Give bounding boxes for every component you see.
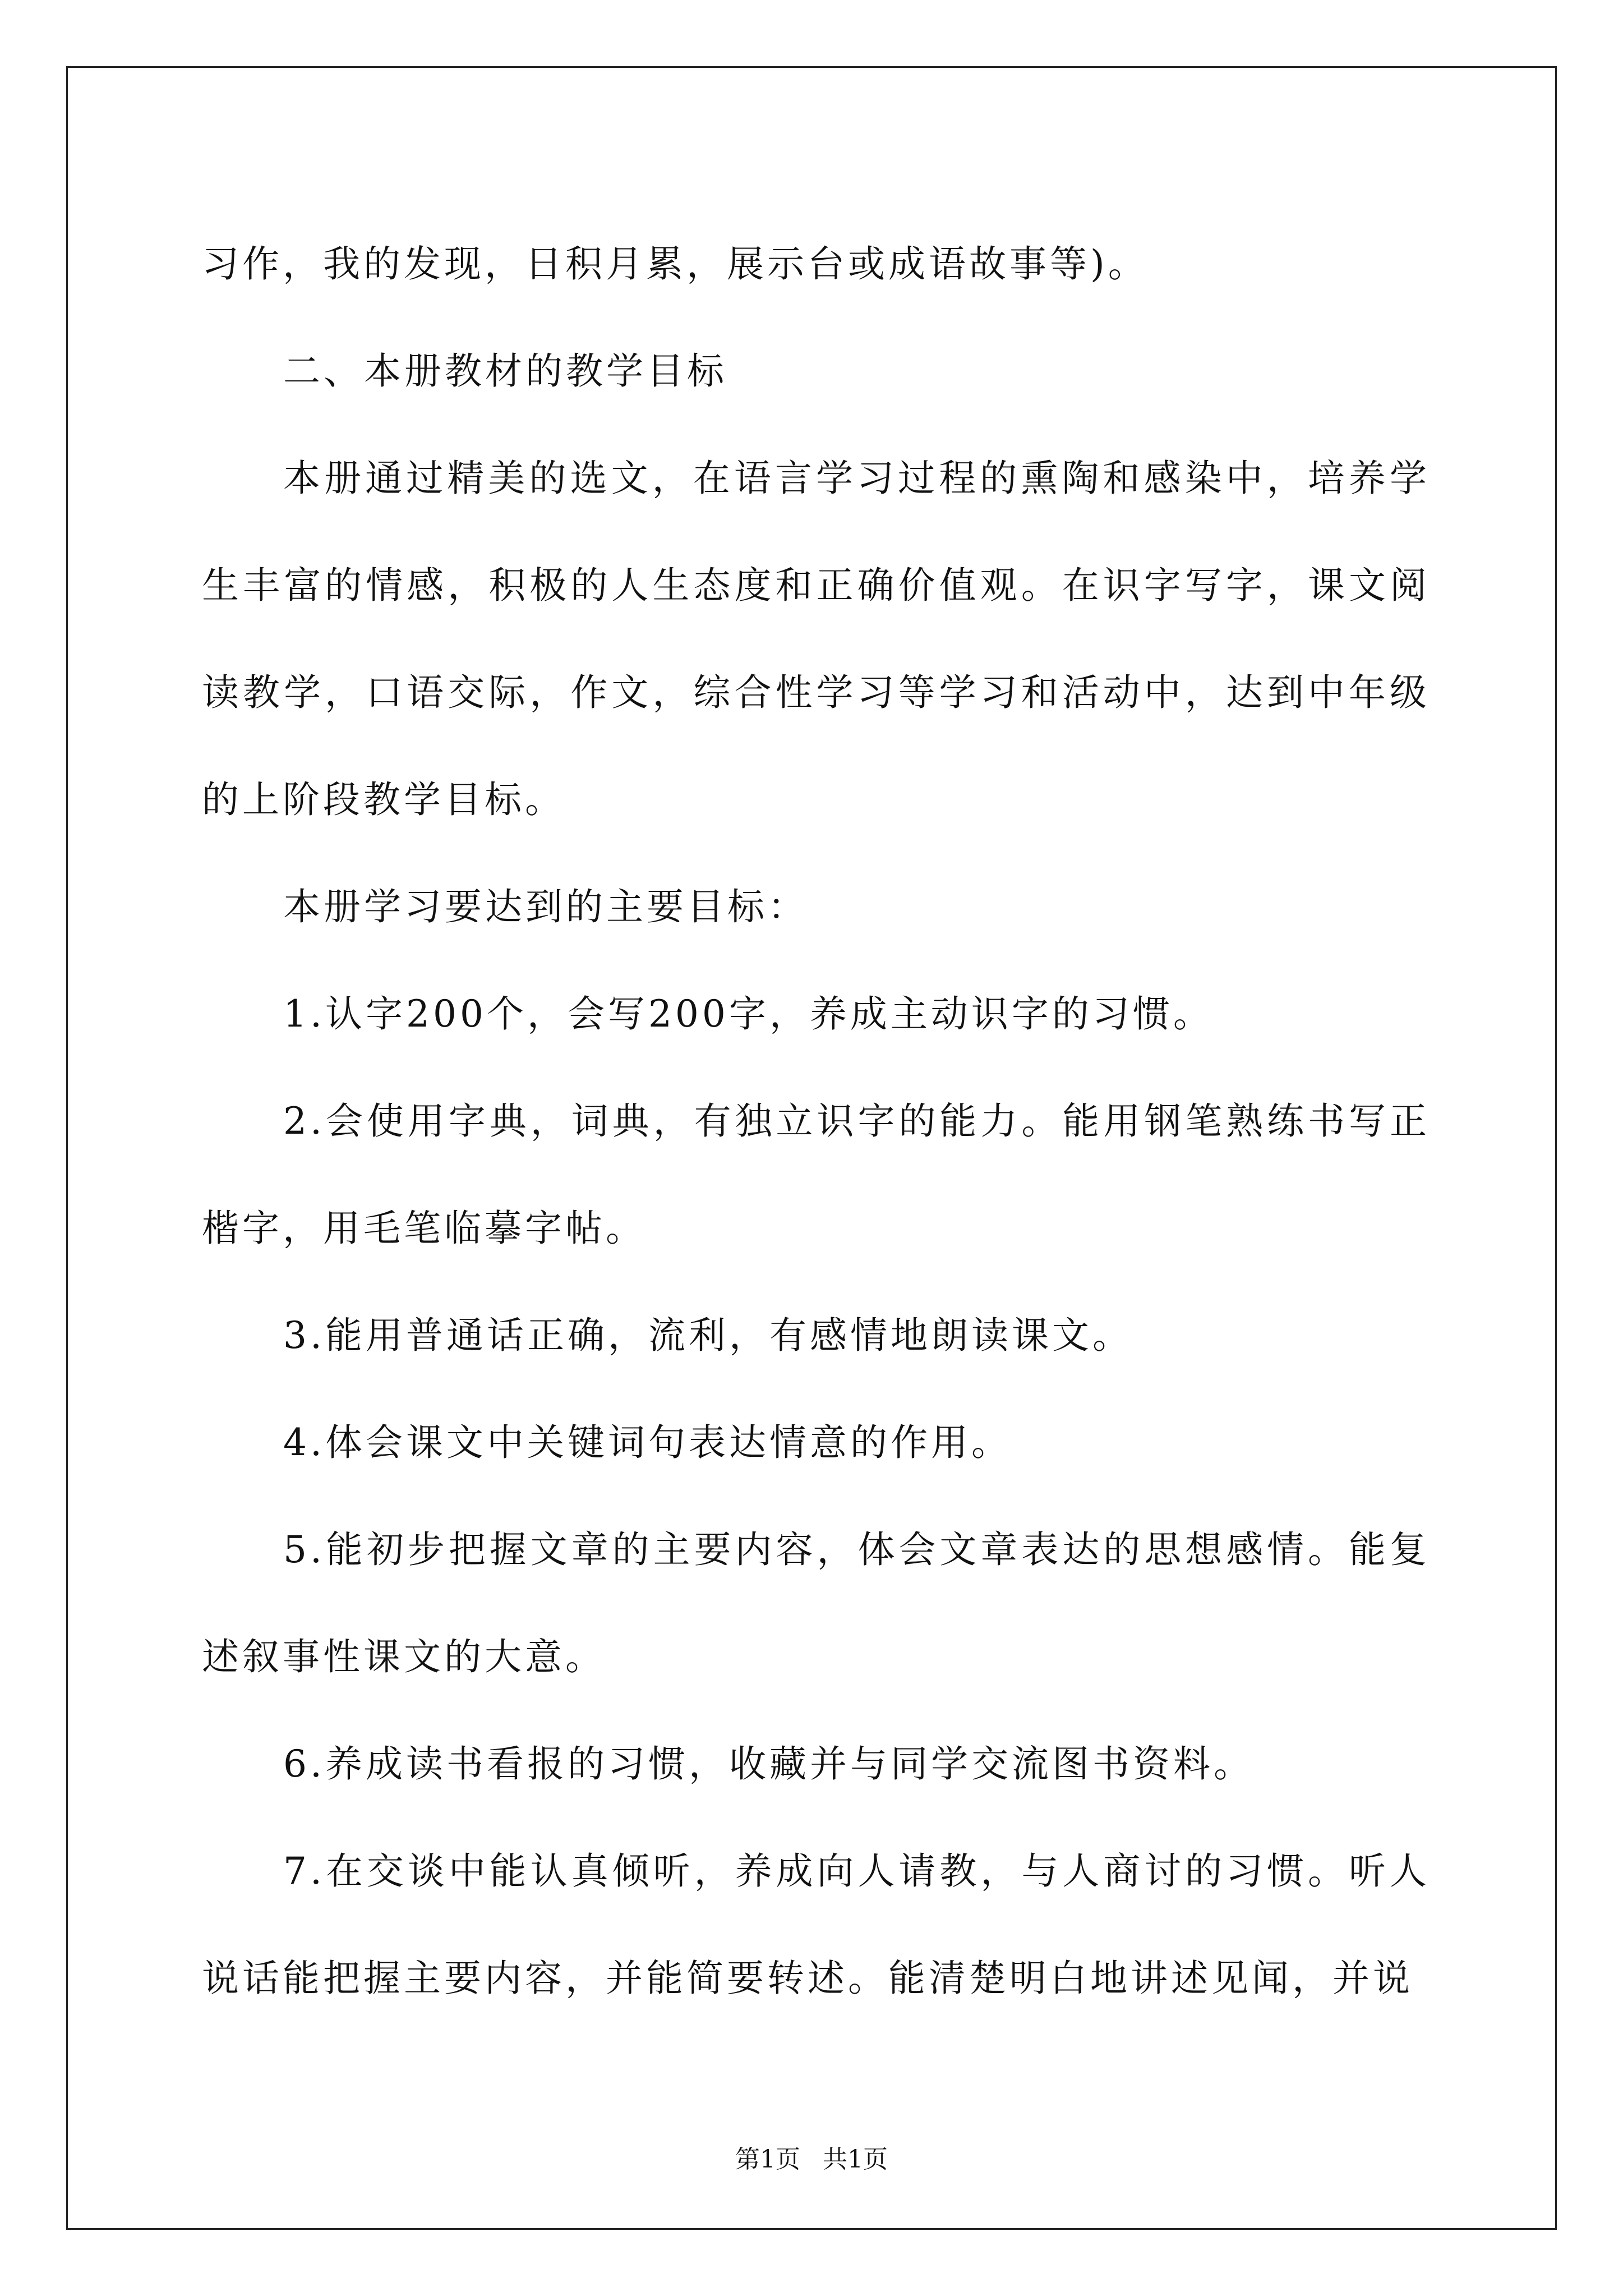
goal-item-5: 5.能初步把握文章的主要内容，体会文章表达的思想感情。能复述叙事性课文的大意。 xyxy=(202,1528,1430,1678)
goal-item-4: 4.体会课文中关键词句表达情意的作用。 xyxy=(283,1421,1012,1464)
page-total: 共1页 xyxy=(823,2145,888,2174)
document-body xyxy=(202,210,1430,2032)
goal-item-2: 2.会使用字典，词典，有独立识字的能力。能用钢笔熟练书写正楷字，用毛笔临摹字帖。 xyxy=(202,1099,1430,1250)
goal-item-3: 3.能用普通话正确，流利，有感情地朗读课文。 xyxy=(283,1314,1133,1357)
page-footer xyxy=(0,2143,1623,2177)
goal-item-1: 1.认字200个，会写200字，养成主动识字的习惯。 xyxy=(283,992,1214,1036)
paragraph-continuation: 习作，我的发现，日积月累，展示台或成语故事等)。 xyxy=(202,242,1149,286)
section-heading: 二、本册教材的教学目标 xyxy=(283,349,727,393)
goal-item-6: 6.养成读书看报的习惯，收藏并与同学交流图书资料。 xyxy=(283,1742,1254,1786)
goal-item-7: 7.在交谈中能认真倾听，养成向人请教，与人商讨的习惯。听人说话能把握主要内容，并能简要转述。能清楚明白地讲述见闻，并说 xyxy=(202,1849,1430,2000)
goals-heading: 本册学习要达到的主要目标： xyxy=(283,885,808,928)
paragraph-intro: 本册通过精美的选文，在语言学习过程的熏陶和感染中，培养学生丰富的情感，积极的人生态度和正确价值观。在识字写字，课文阅读教学，口语交际，作文，综合性学习等学习和活动中，达到中年级的上阶段教学目标。 xyxy=(202,457,1430,821)
page-number: 第1页 xyxy=(735,2145,800,2174)
